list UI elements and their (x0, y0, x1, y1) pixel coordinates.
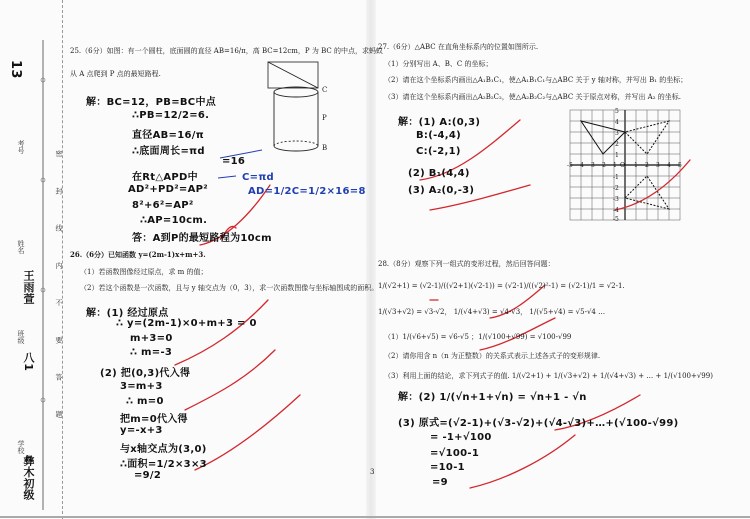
coordinate-grid (570, 110, 680, 220)
q26-answer-line: 3=m+3 (120, 381, 163, 392)
q25-answer-line: ∴底面周长=πd (132, 146, 205, 157)
q26-sub2: （2）若这个函数是一次函数，且与 y 轴交点为（0，3），求一次函数图像与坐标轴围成的面积。 (80, 284, 379, 292)
q26-answer-line: ∴ y=(2m-1)×0+m+3 = 0 (116, 318, 257, 329)
y-axis-tick: 5 (615, 108, 619, 115)
q27-answer-line: 解：(1) A:(0,3) (398, 117, 481, 128)
q27-answer-line: (3) A₂(0,-3) (408, 185, 475, 196)
q25-answer-line: 在Rt△APD中 (132, 172, 198, 183)
q25-fig-label-p: P (322, 114, 327, 122)
q26-answer-line: ∴面积=1/2×3×3 (120, 459, 207, 470)
q25-answer-line: =16 (222, 156, 246, 167)
q26-answer-line: ∴ m=-3 (130, 347, 173, 358)
q27-title: 27.（6分）△ABC 在直角坐标系内的位置如图所示. (378, 43, 539, 51)
y-axis-tick: -3 (613, 196, 619, 203)
q28-sub3: （3）利用上面的结论，求下列式子的值. 1/(√2+1) + 1/(√3+√2) + 1/(√4+√3) + … + 1/(√100+√99) (384, 372, 713, 380)
q26-title: 26.（6分）已知函数 y=(2m-1)x+m+3. (70, 250, 206, 259)
x-axis-tick: 3 (656, 162, 660, 169)
q25-answer-line: 答：A到P的最短路程为10cm (132, 233, 272, 244)
q28-answer-line: 解：(2) 1/(√n+1+√n) = √n+1 - √n (398, 392, 587, 403)
q27-answer-line: (2) B₁(4,4) (408, 168, 470, 179)
q28-sub2: （2）请你用含 n（n 为正整数）的关系式表示上述各式子的变形规律. (384, 352, 601, 360)
q26-answer-line: y=-x+3 (120, 425, 163, 436)
q25-answer-line: C=πd (242, 172, 274, 183)
q26-answer-line: 把m=0代入得 (120, 414, 188, 425)
q28-answer-line: = -1+√100 (430, 432, 492, 443)
q28-answer-line: (3) 原式=(√2-1)+(√3-√2)+(√4-√3)+…+(√100-√99) (398, 418, 679, 429)
q26-answer-line: =9/2 (134, 470, 162, 481)
paper-number: 13 (8, 60, 23, 79)
class-handwriting: 八1 (22, 352, 35, 372)
q25-answer-line: ∴PB=12/2=6. (132, 110, 210, 121)
q25-answer-line: AD²+PD²=AP² (128, 184, 208, 195)
y-axis-tick: 3 (615, 130, 619, 137)
x-axis-tick: -1 (611, 162, 617, 169)
q25-answer-line: 解：BC=12，PB=BC中点 (86, 97, 217, 108)
q26-answer-line: (2) 把(0,3)代入得 (100, 368, 191, 379)
q27-sub3: （3）请在这个坐标系内画出△A₂B₂C₂，使△A₂B₂C₂与△ABC 关于原点对称，并写出 A₂ 的坐标. (384, 93, 681, 101)
q25-text-line2: 从 A 点爬到 P 点的最短路程. (70, 70, 161, 78)
x-axis-tick: O (620, 162, 625, 169)
x-axis-tick: -3 (589, 162, 595, 169)
x-axis-tick: -4 (578, 162, 584, 169)
field-xuexiao: 学校 (17, 440, 25, 454)
field-kaohao: 考号 (17, 140, 25, 154)
q28-example-1: 1/(√2+1) = (√2-1)/((√2+1)(√2-1)) = (√2-1)/((√2)²-1) = (√2-1)/1 = √2-1. (378, 282, 625, 290)
q27-answer-line: B:(-4,4) (416, 130, 462, 141)
cylinder-figure (268, 62, 318, 151)
y-axis-tick: 2 (615, 141, 619, 148)
q28-sub1: （1）1/(√6+√5) = √6-√5 ；1/(√100+√99) = √100-√99 (384, 333, 572, 341)
y-axis-tick: -4 (613, 207, 619, 214)
x-axis-tick: 2 (645, 162, 649, 169)
name-handwriting: 王雨萱 (22, 270, 35, 304)
x-axis-tick: -2 (600, 162, 606, 169)
q28-answer-line: =10-1 (430, 462, 465, 473)
y-axis-tick: -5 (613, 216, 619, 223)
q28-answer-line: =9 (432, 477, 448, 488)
y-axis-tick: -1 (613, 174, 619, 181)
q26-answer-line: 解：(1) 经过原点 (86, 308, 169, 319)
q25-answer-line: ∴AP=10cm. (140, 215, 208, 226)
y-axis-tick: 1 (615, 152, 619, 159)
q26-answer-line: 与x轴交点为(3,0) (120, 444, 207, 455)
q25-text-line1: 25.（6分）如图：有一个圆柱，底面圆的直径 AB=16/π，高 BC=12cm，P 为 BC 的中点，求蚂蚁 (70, 47, 383, 55)
q27-sub1: （1）分别写出 A、B、C 的坐标； (384, 60, 493, 68)
q28-example-2: 1/(√3+√2) = √3-√2， 1/(√4+√3) = √4-√3， 1/(√5+√4) = √5-√4 … (378, 308, 606, 316)
field-banji: 班级 (17, 330, 25, 344)
q25-fig-label-c: C (322, 86, 328, 94)
q28-title: 28.（8分）观察下列一组式的变形过程，然后回答问题： (378, 260, 555, 268)
seal-line-text: 密 封 线 内 不 要 答 题 (55, 150, 63, 432)
school-handwriting: 彝木初级 (22, 455, 35, 501)
x-axis-tick: 4 (667, 162, 671, 169)
q25-fig-label-b: B (322, 144, 328, 152)
q25-answer-line: 直径AB=16/π (132, 130, 204, 141)
q26-answer-line: ∴ m=0 (126, 396, 164, 407)
y-axis-tick: 4 (615, 119, 619, 126)
q25-answer-line: AD=1/2C=1/2×16=8 (248, 186, 366, 197)
q27-sub2: （2）请在这个坐标系内画出△A₁B₁C₁，使△A₁B₁C₁与△ABC 关于 y 轴对称，并写出 B₁ 的坐标； (384, 76, 688, 84)
q27-answer-line: C:(-2,1) (416, 146, 461, 157)
q25-answer-line: 8²+6²=AP² (132, 200, 194, 211)
q26-answer-line: m+3=0 (130, 333, 173, 344)
x-axis-tick: 5 (678, 162, 682, 169)
field-xingming: 姓名 (17, 240, 25, 254)
x-axis-tick: 1 (634, 162, 638, 169)
q28-answer-line: =√100-1 (430, 448, 480, 459)
q26-sub1: （1）若函数图像经过原点，求 m 的值； (80, 268, 208, 276)
x-axis-tick: -5 (567, 162, 573, 169)
y-axis-tick: -2 (613, 185, 619, 192)
page-number: 3 (370, 468, 375, 476)
